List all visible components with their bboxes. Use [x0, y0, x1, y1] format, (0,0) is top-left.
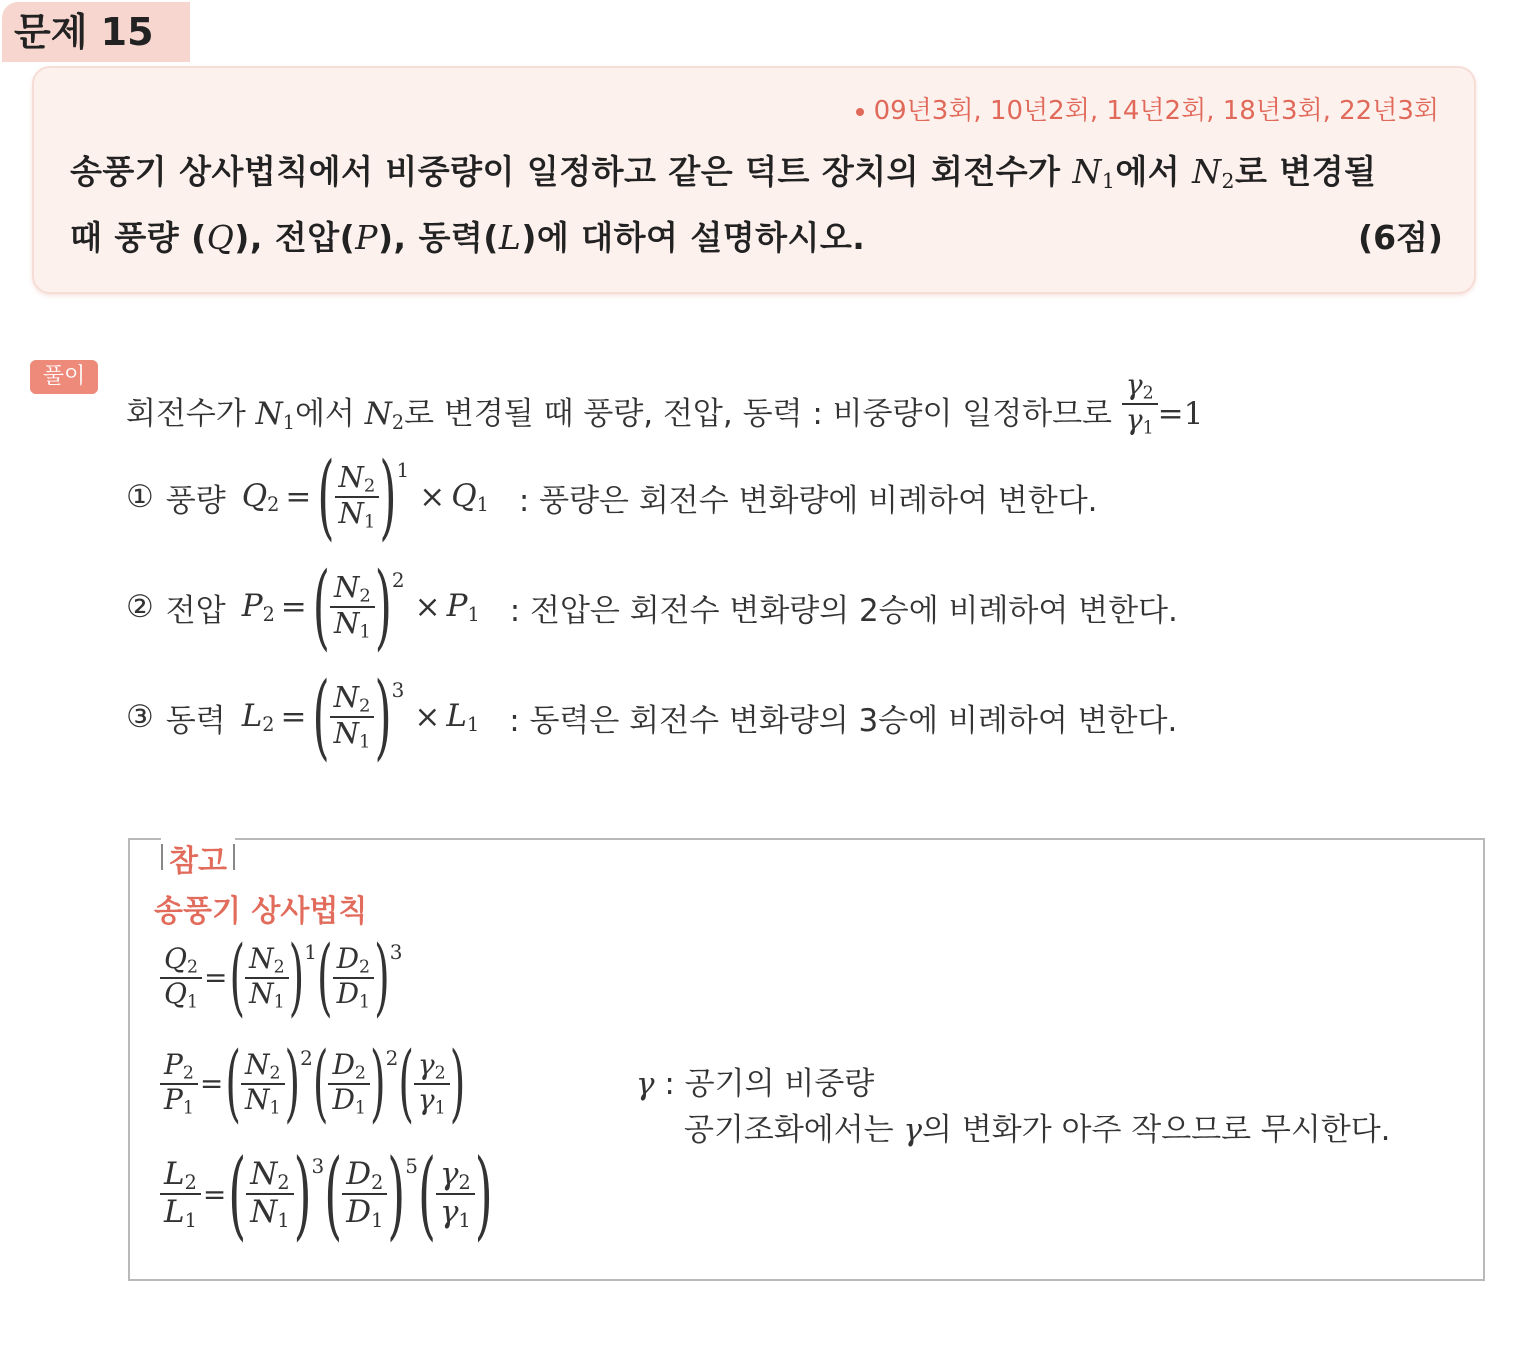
problem-points: (6점): [1357, 218, 1443, 257]
var-N1: $N_1$: [255, 396, 295, 435]
similarity-formula: $\frac{Q_2}{Q_1}$ = ( $\frac{N_2}{N_1}$ ) 1 ( $\frac{D_2}{D_1}$ ) 3: [160, 944, 402, 1012]
item-var-rhs: $P_1$: [446, 588, 480, 627]
solution-item: ③ 동력 $L_2$ = ( $\frac{N_2}{N_1}$ ) 3 × $L_1$ : 동력은 회전수 변화량의 3승에 비례하여 변한다.: [126, 663, 1178, 771]
var-Q: Q: [206, 218, 235, 257]
exponent: 1: [396, 458, 410, 482]
var-N2: $N_2$: [364, 396, 405, 435]
item-description: : 풍량은 회전수 변화량에 비례하여 변한다.: [518, 482, 1098, 519]
item-marker: ③: [126, 699, 154, 736]
item-var-rhs: $L_1$: [446, 698, 480, 737]
problem-text: )에 대하여 설명하시오.: [521, 218, 866, 257]
gamma-symbol: γ: [903, 1112, 923, 1148]
ratio-expr: ( $\frac{N_2}{N_1}$ ) 2: [312, 553, 405, 661]
item-var-lhs: $Q_2$: [241, 478, 280, 517]
lhs-ratio: $\frac{P_2}{P_1}$: [160, 1050, 198, 1118]
problem-text: 때 풍량 (: [70, 218, 207, 257]
ratio-expr: ( $\frac{N_2}{N_1}$ ) 3: [312, 663, 405, 771]
intro-text: [126, 396, 1122, 435]
lhs-ratio: $\frac{L_2}{L_1}$: [160, 1158, 201, 1231]
var-P: P: [355, 218, 378, 257]
problem-line-1: [70, 146, 1377, 193]
lhs-ratio: $\frac{Q_2}{Q_1}$: [160, 944, 202, 1012]
var-letter: N: [1072, 152, 1102, 191]
item-var-lhs: $P_2$: [241, 588, 275, 627]
similarity-formula: $\frac{P_2}{P_1}$ = ( $\frac{N_2}{N_1}$ ) 2 ( $\frac{D_2}{D_1}$ ) 2 ( $\frac{\gamma_2}{\gamma_1}$ ): [160, 1050, 465, 1118]
item-marker: ②: [126, 589, 154, 626]
exponent: 2: [391, 568, 405, 592]
problem-text: 에서: [1115, 152, 1193, 191]
item-label: 풍량: [165, 482, 226, 519]
solution-item: ① 풍량 $Q_2$ = ( $\frac{N_2}{N_1}$ ) 1 × $Q_1$ : 풍량은 회전수 변화량에 비례하여 변한다.: [126, 443, 1098, 551]
solution-badge: 풀이: [30, 360, 98, 394]
item-var-rhs: $Q_1$: [451, 478, 489, 517]
gamma-ratio: $\frac{\gamma_2}{\gamma_1}$: [1122, 370, 1158, 438]
exponent: 3: [391, 678, 405, 702]
intro-part: 회전수가: [126, 396, 256, 433]
note-subtitle: 송풍기 상사법칙: [154, 894, 368, 929]
problem-text: 송풍기 상사법칙에서 비중량이 일정하고 같은 덕트 장치의 회전수가: [70, 152, 1073, 191]
note-title-text: 참고: [169, 844, 227, 879]
item-label: 동력: [165, 702, 226, 739]
problem-sources-text: 09년3회, 10년2회, 14년2회, 18년3회, 22년3회: [873, 96, 1439, 126]
item-var-lhs: $L_2$: [241, 698, 275, 737]
item-description: : 동력은 회전수 변화량의 3승에 비례하여 변한다.: [509, 702, 1178, 739]
item-marker: ①: [126, 479, 154, 516]
problem-text: ), 동력(: [377, 218, 499, 257]
solution-item: ② 전압 $P_2$ = ( $\frac{N_2}{N_1}$ ) 2 × $P_1$ : 전압은 회전수 변화량의 2승에 비례하여 변한다.: [126, 553, 1178, 661]
gamma-description: [636, 1058, 874, 1103]
gamma-desc-2a: 공기조화에서는: [684, 1112, 904, 1148]
bullet-icon: [856, 108, 864, 116]
gamma-desc-2b: 의 변화가 아주 작으므로 무시한다.: [922, 1112, 1391, 1148]
problem-line-2: [70, 212, 865, 259]
gamma-equals-one: =1: [1157, 396, 1204, 433]
var-L: L: [498, 218, 522, 257]
gamma-symbol: γ: [636, 1066, 655, 1102]
gamma-desc-1: : 공기의 비중량: [654, 1066, 875, 1102]
problem-text: 로 변경될: [1235, 152, 1377, 191]
var-letter: N: [1192, 152, 1222, 191]
similarity-formula: $\frac{L_2}{L_1}$ = ( $\frac{N_2}{N_1}$ ) 3 ( $\frac{D_2}{D_1}$ ) 5 ( $\frac{\gamma_2}{\gamma_1}$ ): [160, 1158, 493, 1231]
solution-intro: [126, 366, 1204, 438]
intro-part: 에서: [294, 396, 365, 433]
intro-part: 로 변경될 때 풍량, 전압, 동력 : 비중량이 일정하므로: [404, 396, 1122, 433]
item-label: 전압: [165, 592, 226, 629]
note-title: [161, 836, 235, 880]
gamma-note: [684, 1104, 1391, 1149]
problem-sources: [856, 90, 1439, 127]
item-description: : 전압은 회전수 변화량의 2승에 비례하여 변한다.: [509, 592, 1178, 629]
problem-number: 문제 15: [2, 2, 190, 62]
problem-text: ), 전압(: [234, 218, 356, 257]
ratio-expr: ( $\frac{N_2}{N_1}$ ) 1: [317, 443, 410, 551]
var-N2: $N_2$: [1192, 152, 1236, 194]
var-N1: $N_1$: [1072, 152, 1116, 194]
